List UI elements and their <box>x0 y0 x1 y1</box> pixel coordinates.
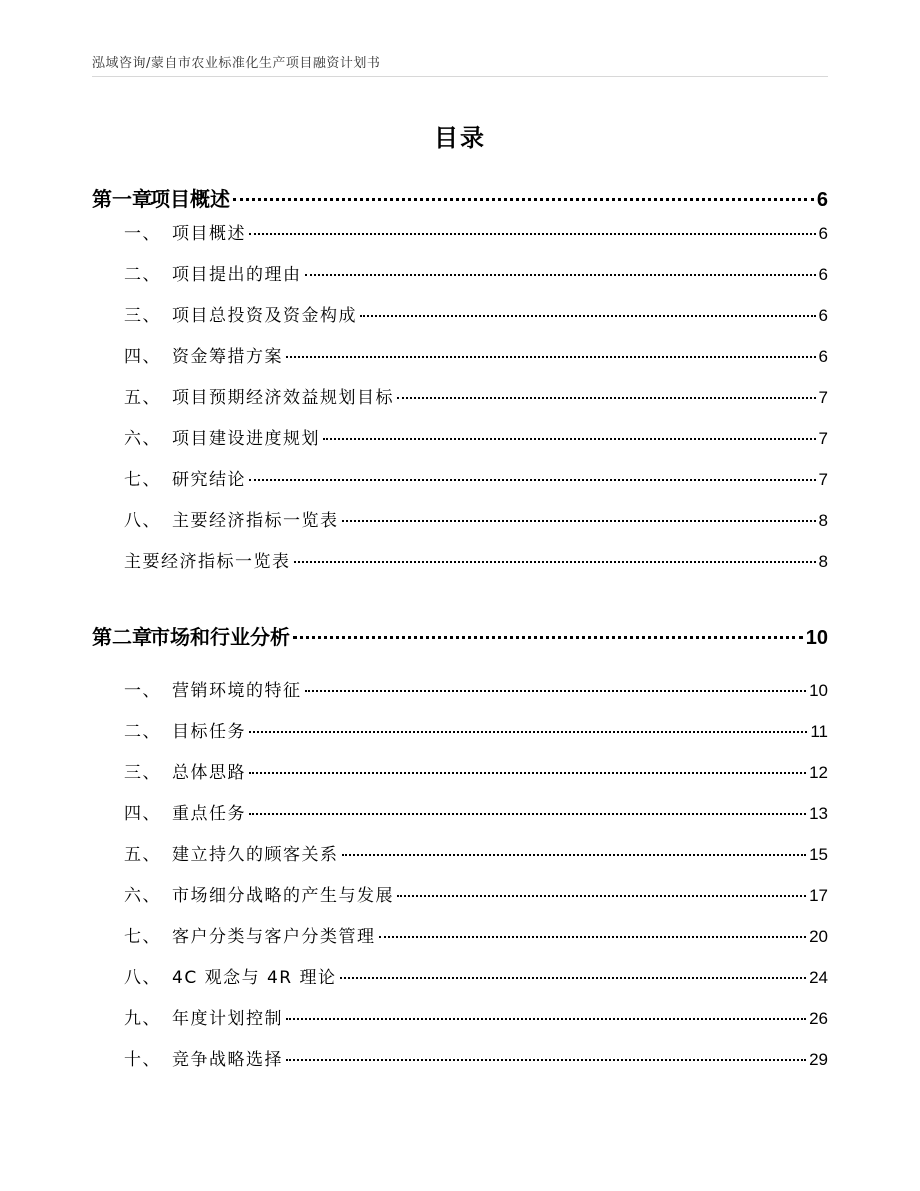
toc-entry-section[interactable] <box>92 881 828 906</box>
toc-entry-label: 项目预期经济效益规划目标 <box>172 388 394 408</box>
toc-entry-page: 7 <box>818 429 828 448</box>
toc-entry-section[interactable] <box>92 506 828 531</box>
dot-leader <box>233 198 814 201</box>
dot-leader <box>286 1018 806 1020</box>
toc-entry-number: 八、 <box>124 968 161 988</box>
toc-entry-number: 五、 <box>124 845 161 865</box>
toc-entry-label: 主要经济指标一览表 <box>172 511 339 531</box>
toc-entry-page: 8 <box>818 552 828 571</box>
toc-entry-number: 四、 <box>124 347 161 367</box>
dot-leader <box>323 438 816 440</box>
toc-entry-page: 6 <box>818 347 828 366</box>
toc-entry-page: 15 <box>809 845 828 864</box>
toc-entry-section[interactable] <box>92 963 828 988</box>
toc-entry-page: 20 <box>809 927 828 946</box>
toc-entry-page: 6 <box>818 265 828 284</box>
toc-entry-number: 二、 <box>124 265 161 285</box>
dot-leader <box>294 561 816 563</box>
toc-entry-number: 第一章 <box>92 187 152 211</box>
toc-entry-section[interactable] <box>92 922 828 947</box>
running-header: 泓域咨询/蒙自市农业标准化生产项目融资计划书 <box>92 56 381 71</box>
toc-entry-label: 目标任务 <box>172 722 246 742</box>
toc-entry-page: 10 <box>805 627 828 649</box>
toc-entry-chapter-1[interactable] <box>92 183 828 212</box>
toc-entry-number: 八、 <box>124 511 161 531</box>
toc-entry-chapter-2[interactable] <box>92 621 828 650</box>
toc-entry-number: 三、 <box>124 763 161 783</box>
toc-entry-number: 第二章 <box>92 625 152 649</box>
toc-entry-label: 市场和行业分析 <box>150 625 290 649</box>
toc-entry-label: 项目概述 <box>150 187 230 211</box>
toc-entry-page: 24 <box>809 968 828 987</box>
dot-leader <box>293 636 803 639</box>
dot-leader <box>305 690 807 692</box>
toc-entry-number: 六、 <box>124 429 161 449</box>
toc-entry-section[interactable] <box>92 219 828 244</box>
toc-entry-section[interactable] <box>92 301 828 326</box>
toc-entry-label: 营销环境的特征 <box>172 681 302 701</box>
toc-entry-number: 七、 <box>124 470 161 490</box>
dot-leader <box>397 895 806 897</box>
toc-entry-label: 主要经济指标一览表 <box>124 552 291 572</box>
header-divider <box>92 76 828 77</box>
dot-leader <box>379 936 807 938</box>
dot-leader <box>286 1059 806 1061</box>
toc-entry-label: 竞争战略选择 <box>172 1050 283 1070</box>
toc-entry-number: 七、 <box>124 927 161 947</box>
toc-entry-page: 11 <box>810 722 828 741</box>
toc-entry-label: 项目概述 <box>172 224 246 244</box>
toc-entry-section[interactable] <box>92 424 828 449</box>
toc-entry-page: 7 <box>818 388 828 407</box>
toc-entry-number: 四、 <box>124 804 161 824</box>
dot-leader <box>360 315 816 317</box>
toc-entry-label: 项目提出的理由 <box>172 265 302 285</box>
toc-entry-page: 26 <box>809 1009 828 1028</box>
toc-entry-number: 二、 <box>124 722 161 742</box>
toc-entry-label: 重点任务 <box>172 804 246 824</box>
toc-entry-section[interactable] <box>92 465 828 490</box>
toc-entry-number: 十、 <box>124 1050 161 1070</box>
toc-entry-number: 三、 <box>124 306 161 326</box>
toc-entry-number: 六、 <box>124 886 161 906</box>
toc-entry-section[interactable] <box>92 717 828 742</box>
toc-entry-section[interactable] <box>92 799 828 824</box>
toc-entry-section[interactable] <box>92 1045 828 1070</box>
toc-entry-page: 6 <box>818 306 828 325</box>
toc-entry-page: 12 <box>809 763 828 782</box>
toc-entry-label: 市场细分战略的产生与发展 <box>172 886 394 906</box>
toc-entry-label: 年度计划控制 <box>172 1009 283 1029</box>
toc-entry-label: 资金筹措方案 <box>172 347 283 367</box>
toc-entry-section[interactable] <box>92 840 828 865</box>
toc-entry-section[interactable] <box>92 260 828 285</box>
dot-leader <box>249 813 806 815</box>
dot-leader <box>397 397 816 399</box>
toc-entry-table[interactable] <box>92 547 828 572</box>
dot-leader <box>342 854 807 856</box>
toc-entry-page: 29 <box>809 1050 828 1069</box>
dot-leader <box>340 977 807 979</box>
dot-leader <box>305 274 816 276</box>
dot-leader <box>342 520 816 522</box>
toc-entry-number: 九、 <box>124 1009 161 1029</box>
dot-leader <box>249 479 816 481</box>
toc-entry-section[interactable] <box>92 383 828 408</box>
toc-entry-section[interactable] <box>92 1004 828 1029</box>
toc-entry-number: 一、 <box>124 681 161 701</box>
toc-entry-section[interactable] <box>92 758 828 783</box>
toc-title: 目录 <box>434 124 486 152</box>
toc-entry-page: 8 <box>818 511 828 530</box>
toc-entry-number: 一、 <box>124 224 161 244</box>
toc-entry-label: 4C 观念与 4R 理论 <box>172 968 337 988</box>
toc-entry-page: 17 <box>809 886 828 905</box>
toc-entry-page: 13 <box>809 804 828 823</box>
toc-entry-label: 建立持久的顾客关系 <box>172 845 339 865</box>
toc-entry-number: 五、 <box>124 388 161 408</box>
toc-entry-label: 总体思路 <box>172 763 246 783</box>
dot-leader <box>249 772 806 774</box>
toc-entry-page: 7 <box>818 470 828 489</box>
toc-entry-label: 客户分类与客户分类管理 <box>172 927 376 947</box>
toc-entry-section[interactable] <box>92 676 828 701</box>
toc-entry-page: 6 <box>818 224 828 243</box>
dot-leader <box>249 233 816 235</box>
toc-entry-page: 6 <box>816 189 828 211</box>
toc-entry-page: 10 <box>809 681 828 700</box>
dot-leader <box>286 356 816 358</box>
dot-leader <box>249 731 807 733</box>
toc-entry-label: 项目总投资及资金构成 <box>172 306 357 326</box>
toc-entry-label: 研究结论 <box>172 470 246 490</box>
toc-entry-label: 项目建设进度规划 <box>172 429 320 449</box>
toc-entry-section[interactable] <box>92 342 828 367</box>
